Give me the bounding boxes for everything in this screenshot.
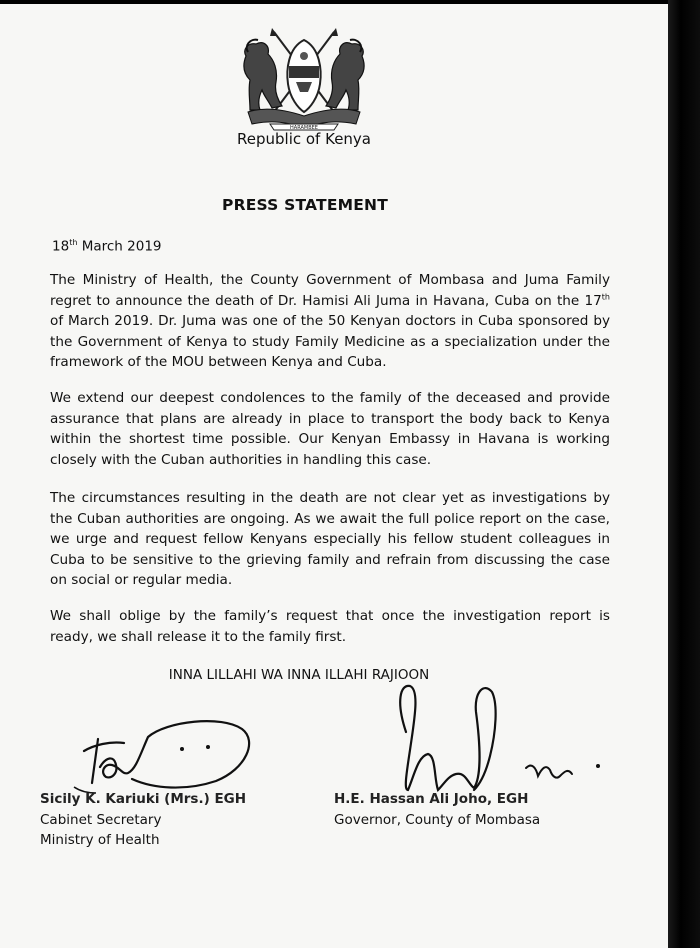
signatory-right-name: H.E. Hassan Ali Joho, EGH [334, 791, 529, 807]
paragraph-announcement [50, 270, 610, 373]
paragraph-announcement-part-2: of March 2019. Dr. Juma was one of the 50 Kenyan doctors in Cuba sponsored by the Government of Kenya to study Family Medicine as a specialization under the framework of the MOU between Kenya and Cuba. [50, 313, 610, 371]
signatory-right [334, 789, 540, 830]
press-statement-page [0, 4, 668, 948]
closing-prayer: INNA LILLAHI WA INNA ILLAHI RAJIOON [168, 667, 430, 683]
statement-date [52, 238, 162, 255]
paragraph-circumstances: The circumstances resulting in the death are not clear yet as investigations by the Cuban authorities are ongoing. As we await the full police report on the case, we urge and request fellow Kenyans especially his fellow student colleagues in Cuba to be sensitive to the grieving family and refrain from discussing the case on social or regular media. [50, 490, 610, 589]
page-title: PRESS STATEMENT [222, 196, 388, 214]
signatory-left-title: Cabinet Secretary [40, 811, 162, 828]
signatory-left-name: Sicily K. Kariuki (Mrs.) EGH [40, 791, 247, 807]
signature-left-icon [70, 707, 260, 797]
paragraph-announcement-sup: th [601, 292, 610, 302]
date-suffix: th [69, 238, 78, 247]
paragraph-announcement-part-1: The Ministry of Health, the County Government of Mombasa and Juma Family regret to announce the death of Dr. Hamisi Ali Juma in Havana, Cuba on the 17 [50, 272, 610, 309]
paragraph-condolences: We extend our deepest condolences to the family of the deceased and provide assurance that plans are already in place to transport the body back to Kenya within the shortest time possible. Our Kenyan Embassy in Havana is working closely with the Cuban authorities in handling this case. [50, 390, 610, 468]
svg-text:HARAMBEE: HARAMBEE [290, 125, 318, 131]
page-edge-shadow [668, 0, 700, 948]
republic-of-kenya-heading: Republic of Kenya [237, 130, 371, 148]
signature-right-icon [376, 672, 616, 798]
paragraph-family-request: We shall oblige by the family’s request that once the investigation report is ready, we shall release it to the family first. [50, 608, 610, 645]
signatory-right-title: Governor, County of Mombasa [334, 811, 541, 828]
kenya-coat-of-arms-icon [236, 26, 372, 134]
signatory-left-office: Ministry of Health [40, 832, 160, 848]
signatory-left [40, 789, 246, 851]
date-day: 18 [52, 238, 70, 255]
date-month-year: March 2019 [77, 238, 162, 255]
